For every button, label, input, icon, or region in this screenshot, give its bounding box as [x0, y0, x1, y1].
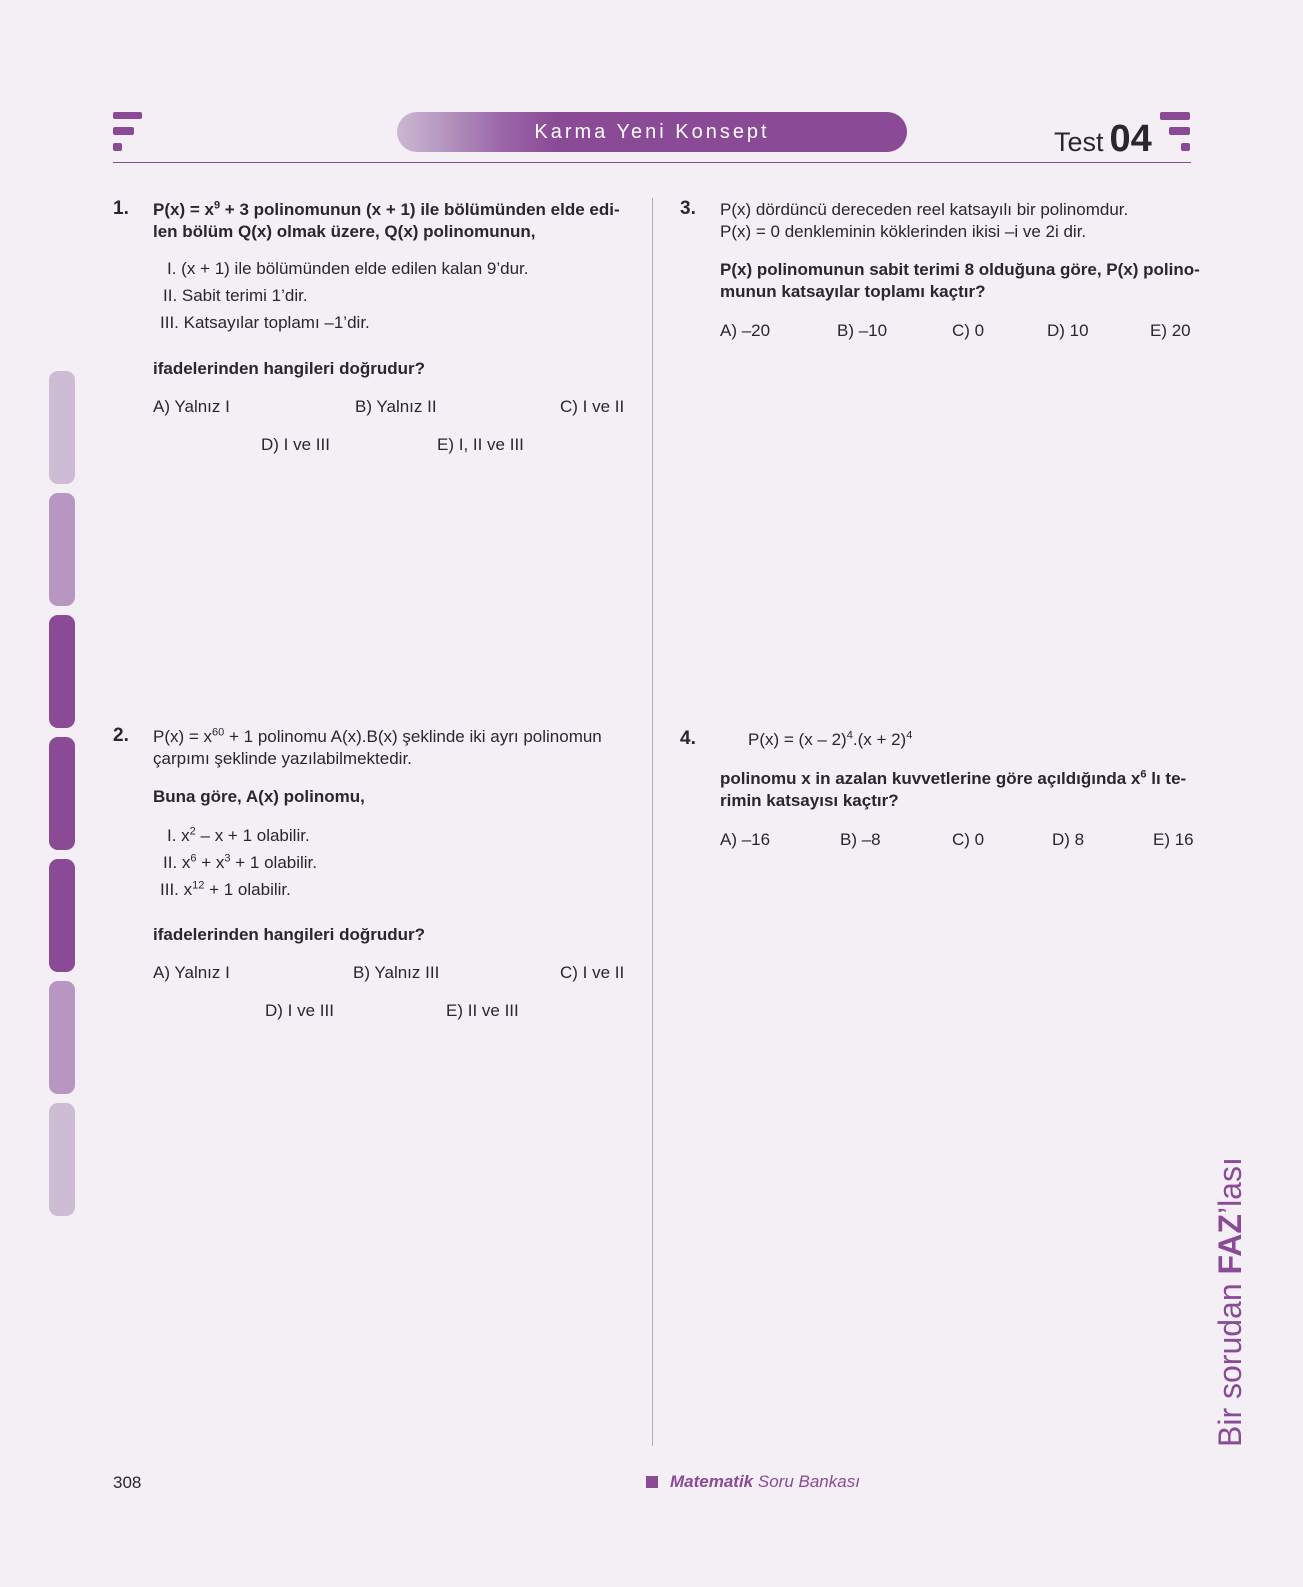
- stem-text: + 3 polinomunun (x + 1) ile bölümünden elde edi-: [220, 200, 620, 219]
- page-number: 308: [113, 1473, 142, 1492]
- statement-item: [160, 876, 291, 903]
- slogan-emphasis: FAZ: [1212, 1214, 1248, 1275]
- stem-text: P(x) = x: [153, 727, 213, 746]
- question-number: 4.: [680, 728, 696, 749]
- statement-item: [167, 822, 310, 849]
- answer-option[interactable]: D) I ve III: [265, 1001, 334, 1020]
- prompt-line: munun katsayılar toplamı kaçtır?: [720, 282, 986, 301]
- formula-text: P(x) = (x – 2): [748, 730, 847, 749]
- answer-option[interactable]: C) I ve II: [560, 963, 625, 982]
- answer-option[interactable]: B) Yalnız II: [355, 397, 437, 416]
- prompt-text: lı te-: [1146, 769, 1187, 788]
- question-prompt: [720, 259, 1200, 303]
- footer-book-title: [670, 1472, 860, 1492]
- item-text: II. x: [163, 853, 191, 872]
- prompt-text: polinomu x in azalan kuvvetlerine göre açıldığında x: [720, 769, 1141, 788]
- slogan-text: Bir sorudan: [1212, 1274, 1248, 1447]
- answer-option[interactable]: A) Yalnız I: [153, 397, 230, 416]
- item-text: + 1 olabilir.: [230, 853, 318, 872]
- answer-option[interactable]: A) –16: [720, 830, 771, 849]
- answer-option[interactable]: E) II ve III: [446, 1001, 519, 1020]
- question-stem: [720, 199, 1192, 243]
- logo-bar-top: [1160, 112, 1190, 120]
- column-divider: [652, 198, 653, 1446]
- question-prompt: ifadelerinden hangileri doğrudur?: [153, 359, 426, 378]
- exponent: 6: [190, 852, 197, 865]
- slogan-text: ’lası: [1212, 1157, 1248, 1215]
- answer-option[interactable]: D) I ve III: [261, 435, 330, 454]
- statement-item: I. (x + 1) ile bölümünden elde edilen kalan 9’dur.: [167, 259, 529, 278]
- side-tab: [49, 493, 75, 606]
- side-tab: [49, 859, 75, 972]
- answer-option[interactable]: B) Yalnız III: [353, 963, 440, 982]
- prompt-line: rimin katsayısı kaçtır?: [720, 791, 899, 810]
- book-title-bold: Matematik: [670, 1472, 754, 1491]
- answer-option[interactable]: E) I, II ve III: [437, 435, 524, 454]
- question-stem: [153, 726, 625, 770]
- question-formula: [748, 729, 912, 751]
- logo-bar-bottom: [113, 143, 122, 151]
- stem-line: P(x) = 0 denkleminin köklerinden ikisi –i ve 2i dir.: [720, 222, 1087, 241]
- header-banner: [397, 112, 907, 152]
- answer-option[interactable]: E) 20: [1150, 321, 1191, 340]
- stem-line: P(x) dördüncü dereceden reel katsayılı bir polinomdur.: [720, 200, 1129, 219]
- stem-line: çarpımı şeklinde yazılabilmektedir.: [153, 749, 412, 768]
- question-stem: [153, 199, 625, 243]
- answer-option[interactable]: B) –8: [840, 830, 881, 849]
- exponent: 4: [846, 729, 853, 742]
- answer-option[interactable]: A) –20: [720, 321, 771, 340]
- item-text: III. x: [160, 880, 193, 899]
- answer-option[interactable]: A) Yalnız I: [153, 963, 230, 982]
- exponent: 4: [906, 729, 913, 742]
- exponent: 3: [224, 852, 231, 865]
- side-tab: [49, 981, 75, 1094]
- answer-option[interactable]: C) 0: [952, 321, 985, 340]
- stem-text: P(x) = x: [153, 200, 214, 219]
- question-prompt: [720, 768, 1192, 812]
- item-text: – x + 1 olabilir.: [195, 826, 310, 845]
- formula-text: .(x + 2): [852, 730, 907, 749]
- item-text: I. x: [167, 826, 190, 845]
- footer-bullet-icon: [646, 1476, 658, 1488]
- statement-item: [163, 849, 317, 876]
- answer-option[interactable]: D) 10: [1047, 321, 1089, 340]
- statement-item: III. Katsayılar toplamı –1’dir.: [160, 313, 370, 332]
- header-banner-text: Karma Yeni Konsept: [534, 120, 770, 143]
- side-tab: [49, 615, 75, 728]
- logo-bar-middle: [1169, 127, 1190, 135]
- statement-item: II. Sabit terimi 1’dir.: [163, 286, 308, 305]
- stem-text: + 1 polinomu A(x).B(x) şeklinde iki ayrı polinomun: [224, 727, 602, 746]
- question-number: 1.: [113, 198, 129, 219]
- answer-option[interactable]: E) 16: [1153, 830, 1194, 849]
- question-prompt: ifadelerinden hangileri doğrudur?: [153, 925, 426, 944]
- logo-bar-bottom: [1181, 143, 1190, 151]
- stem-line: [153, 199, 625, 221]
- book-title-rest: Soru Bankası: [753, 1472, 860, 1491]
- question-sub-prompt: Buna göre, A(x) polinomu,: [153, 787, 365, 806]
- logo-bar-top: [113, 112, 142, 119]
- prompt-line: P(x) polinomunun sabit terimi 8 olduğuna göre, P(x) polino-: [720, 260, 1200, 279]
- answer-option[interactable]: D) 8: [1052, 830, 1085, 849]
- answer-option[interactable]: B) –10: [837, 321, 888, 340]
- side-tab: [49, 737, 75, 850]
- logo-bar-middle: [113, 127, 134, 135]
- item-text: + 1 olabilir.: [204, 880, 291, 899]
- question-number: 2.: [113, 725, 129, 746]
- exponent: 60: [212, 726, 225, 739]
- side-tab: [49, 1103, 75, 1216]
- question-number: 3.: [680, 198, 696, 219]
- item-text: + x: [196, 853, 225, 872]
- stem-line: [153, 726, 625, 748]
- exponent: 9: [213, 199, 221, 212]
- stem-line: len bölüm Q(x) olmak üzere, Q(x) polinomunun,: [153, 222, 536, 241]
- exponent: 6: [1140, 768, 1147, 781]
- test-number: 04: [1109, 118, 1152, 160]
- test-label: [1054, 118, 1152, 161]
- exponent: 2: [189, 825, 196, 838]
- header-rule: [113, 162, 1191, 163]
- test-word: Test: [1054, 127, 1104, 157]
- side-tab: [49, 371, 75, 484]
- prompt-line: [720, 768, 1192, 790]
- vertical-slogan: [1212, 1157, 1249, 1447]
- answer-option[interactable]: C) 0: [952, 830, 985, 849]
- answer-option[interactable]: C) I ve II: [560, 397, 625, 416]
- exponent: 12: [192, 879, 205, 892]
